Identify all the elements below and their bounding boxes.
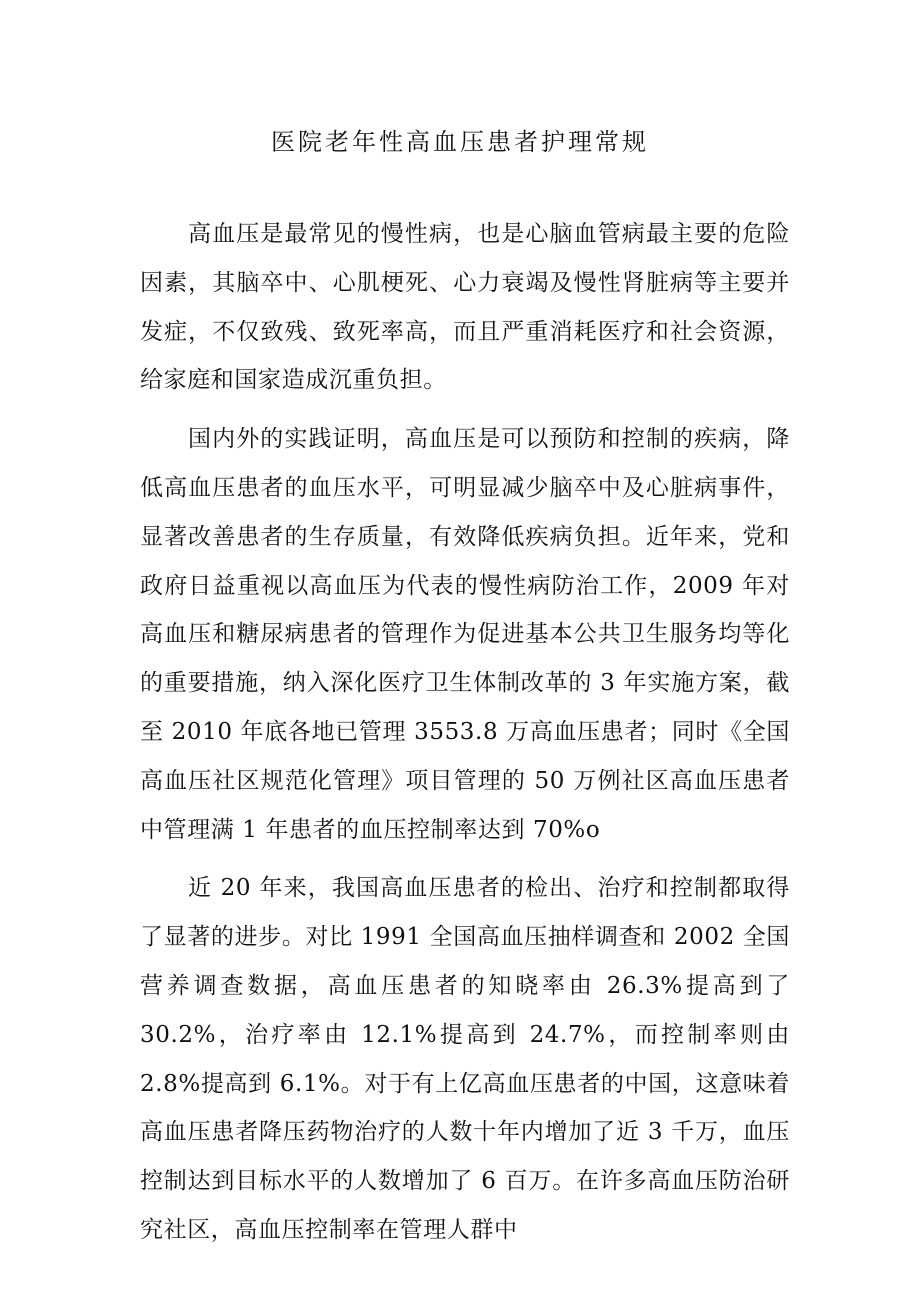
paragraph-3: 近 20 年来，我国高血压患者的检出、治疗和控制都取得了显著的进步。对比 1991 全国高血压抽样调查和 2002 全国营养调查数据，高血压患者的知晓率由 26.3%提高到了 30.2%，治疗率由 12.1%提高到 24.7%，而控制率则由 2.8%提高到 6.1%。对于有上亿高血压患者的中国，这意味着高血压患者降压药物治疗的人数十年内增加了近 3 千万，血压控制达到目标水平的人数增加了 6 百万。在许多高血压防治研究社区，高血压控制率在管理人群中: [140, 875, 790, 1243]
paragraph-1: 高血压是最常见的慢性病，也是心脑血管病最主要的危险因素，其脑卒中、心肌梗死、心力衰竭及慢性肾脏病等主要并发症，不仅致残、致死率高，而且严重消耗医疗和社会资源，给家庭和国家造成沉重负担。: [140, 221, 790, 394]
page-title: 医院老年性高血压患者护理常规: [271, 128, 649, 156]
document-body: [140, 210, 790, 1265]
paragraph-2: 国内外的实践证明，高血压是可以预防和控制的疾病，降低高血压患者的血压水平，可明显减少脑卒中及心脏病事件，显著改善患者的生存质量，有效降低疾病负担。近年来，党和政府日益重视以高血压为代表的慢性病防治工作，2009 年对高血压和糖尿病患者的管理作为促进基本公共卫生服务均等化的重要措施，纳入深化医疗卫生体制改革的 3 年实施方案，截至 2010 年底各地已管理 3553.8 万高血压患者；同时《全国高血压社区规范化管理》项目管理的 50 万例社区高血压患者中管理满 1 年患者的血压控制率达到 70%o: [140, 426, 790, 843]
